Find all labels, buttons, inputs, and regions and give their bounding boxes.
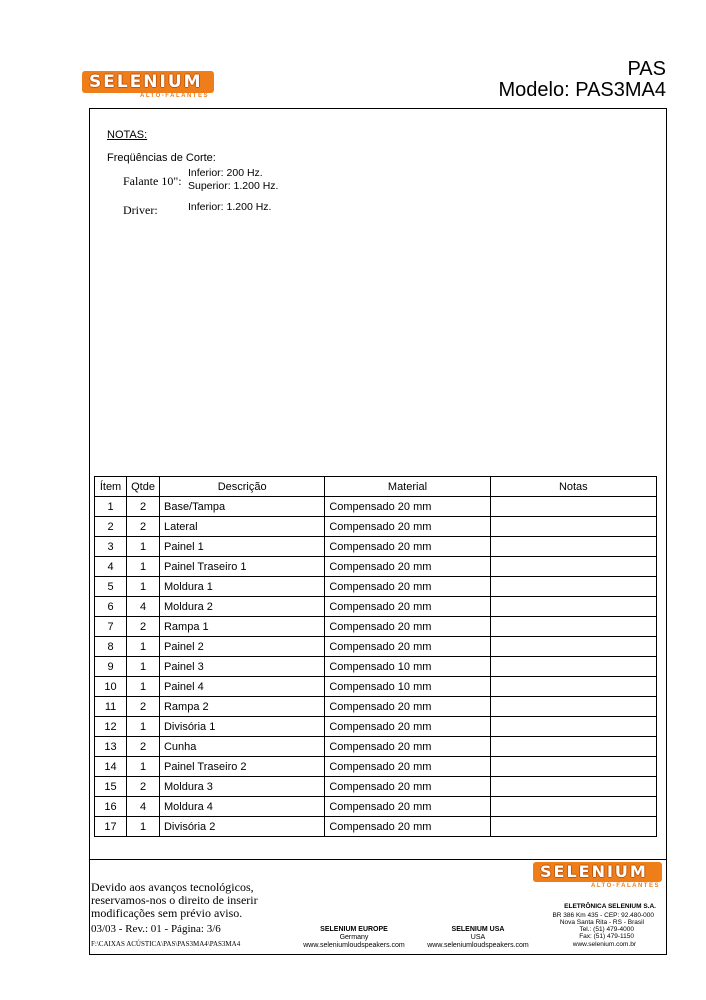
cell-description: Rampa 1 — [159, 617, 324, 637]
cell-description: Painel 4 — [159, 677, 324, 697]
cell-material: Compensado 20 mm — [325, 717, 490, 737]
disclaimer-line-1: Devido aos avanços tecnológicos, — [91, 880, 254, 894]
cell-qty: 1 — [127, 657, 160, 677]
file-path: F:\CAIXAS ACÚSTICA\PAS\PAS3MA4\PAS3MA4 — [91, 940, 241, 948]
europe-name: SELENIUM EUROPE — [320, 926, 388, 933]
cell-description: Painel 3 — [159, 657, 324, 677]
cell-description: Painel Traseiro 2 — [159, 757, 324, 777]
cell-material: Compensado 20 mm — [325, 817, 490, 837]
cell-material: Compensado 20 mm — [325, 737, 490, 757]
cell-material: Compensado 20 mm — [325, 757, 490, 777]
cell-notes — [490, 817, 656, 837]
cell-notes — [490, 637, 656, 657]
table-row — [95, 537, 657, 557]
footer-logo — [533, 862, 662, 882]
company-address-1: BR 386 Km 435 - CEP: 92.480-000 — [552, 912, 654, 919]
header-item: Ítem — [95, 477, 127, 497]
cell-item: 8 — [95, 637, 127, 657]
header-material: Material — [325, 477, 490, 497]
cell-material: Compensado 20 mm — [325, 637, 490, 657]
cell-notes — [490, 717, 656, 737]
cell-description: Rampa 2 — [159, 697, 324, 717]
cell-item: 11 — [95, 697, 127, 717]
table-row — [95, 817, 657, 837]
cell-notes — [490, 577, 656, 597]
cell-material: Compensado 20 mm — [325, 617, 490, 637]
parts-table — [94, 476, 657, 837]
header-qty: Qtde — [127, 477, 160, 497]
header-title: PAS — [627, 58, 666, 80]
company-name: ELETRÔNICA SELENIUM S.A. — [564, 903, 656, 910]
cell-notes — [490, 797, 656, 817]
cell-qty: 2 — [127, 497, 160, 517]
table-row — [95, 657, 657, 677]
cell-notes — [490, 657, 656, 677]
cell-material: Compensado 20 mm — [325, 497, 490, 517]
cell-description: Cunha — [159, 737, 324, 757]
cell-item: 17 — [95, 817, 127, 837]
table-row — [95, 517, 657, 537]
notes-title: NOTAS: — [107, 129, 148, 141]
cell-description: Divisória 1 — [159, 717, 324, 737]
table-row — [95, 677, 657, 697]
cell-description: Painel 2 — [159, 637, 324, 657]
table-row — [95, 717, 657, 737]
cell-item: 9 — [95, 657, 127, 677]
cell-notes — [490, 757, 656, 777]
cell-notes — [490, 517, 656, 537]
cell-item: 7 — [95, 617, 127, 637]
header-notes: Notas — [490, 477, 656, 497]
cell-item: 10 — [95, 677, 127, 697]
cell-notes — [490, 777, 656, 797]
cell-description: Divisória 2 — [159, 817, 324, 837]
cell-material: Compensado 10 mm — [325, 657, 490, 677]
speaker-upper-freq: Superior: 1.200 Hz. — [188, 180, 279, 192]
disclaimer-line-2: reservamos-nos o direito de inserir — [91, 893, 258, 907]
cell-notes — [490, 557, 656, 577]
cell-notes — [490, 617, 656, 637]
cell-material: Compensado 20 mm — [325, 777, 490, 797]
header-logo — [82, 71, 214, 93]
cell-description: Moldura 4 — [159, 797, 324, 817]
cell-description: Base/Tampa — [159, 497, 324, 517]
usa-country: USA — [470, 934, 486, 941]
cell-item: 3 — [95, 537, 127, 557]
europe-country: Germany — [339, 934, 369, 941]
cell-notes — [490, 497, 656, 517]
table-row — [95, 597, 657, 617]
table-row — [95, 737, 657, 757]
table-row — [95, 557, 657, 577]
cell-item: 4 — [95, 557, 127, 577]
cell-qty: 4 — [127, 597, 160, 617]
driver-lower-freq: Inferior: 1.200 Hz. — [188, 201, 272, 213]
cell-item: 14 — [95, 757, 127, 777]
cut-frequencies-label: Freqüências de Corte: — [107, 152, 216, 164]
speaker-label: Falante 10": — [123, 174, 182, 188]
cell-description: Moldura 2 — [159, 597, 324, 617]
cell-notes — [490, 697, 656, 717]
company-fax: Fax: (51) 479-1150 — [579, 933, 634, 940]
cell-item: 6 — [95, 597, 127, 617]
cell-description: Painel Traseiro 1 — [159, 557, 324, 577]
cell-description: Moldura 1 — [159, 577, 324, 597]
cell-qty: 1 — [127, 817, 160, 837]
cell-qty: 1 — [127, 757, 160, 777]
cell-notes — [490, 537, 656, 557]
header-logo-subtitle: ALTO-FALANTES — [140, 93, 209, 99]
disclaimer-line-3: modificações sem prévio aviso. — [91, 906, 243, 920]
usa-name: SELENIUM USA — [451, 926, 505, 933]
cell-description: Moldura 3 — [159, 777, 324, 797]
cell-qty: 2 — [127, 737, 160, 757]
cell-qty: 1 — [127, 677, 160, 697]
revision-info: 03/03 - Rev.: 01 - Página: 3/6 — [91, 923, 221, 935]
header-description: Descrição — [159, 477, 324, 497]
cell-description: Lateral — [159, 517, 324, 537]
header-logo-text: SELENIUM — [89, 72, 203, 92]
cell-item: 13 — [95, 737, 127, 757]
table-header-row — [95, 477, 657, 497]
cell-item: 5 — [95, 577, 127, 597]
footer-logo-subtitle: ALTO-FALANTES — [591, 883, 660, 889]
header-model: Modelo: PAS3MA4 — [498, 79, 666, 101]
company-tel: Tel.: (51) 479-4000 — [579, 926, 634, 933]
cell-material: Compensado 20 mm — [325, 517, 490, 537]
cell-notes — [490, 597, 656, 617]
cell-qty: 1 — [127, 537, 160, 557]
cell-material: Compensado 20 mm — [325, 577, 490, 597]
table-row — [95, 697, 657, 717]
cell-material: Compensado 20 mm — [325, 697, 490, 717]
usa-link[interactable]: www.seleniumloudspeakers.com — [427, 942, 529, 949]
cell-notes — [490, 737, 656, 757]
cell-material: Compensado 20 mm — [325, 537, 490, 557]
cell-qty: 2 — [127, 617, 160, 637]
cell-material: Compensado 20 mm — [325, 597, 490, 617]
driver-label: Driver: — [123, 203, 158, 217]
table-row — [95, 577, 657, 597]
cell-item: 2 — [95, 517, 127, 537]
cell-qty: 1 — [127, 577, 160, 597]
cell-item: 16 — [95, 797, 127, 817]
cell-material: Compensado 10 mm — [325, 677, 490, 697]
company-link[interactable]: www.selenium.com.br — [572, 941, 636, 948]
cell-description: Painel 1 — [159, 537, 324, 557]
cell-item: 1 — [95, 497, 127, 517]
cell-material: Compensado 20 mm — [325, 557, 490, 577]
table-row — [95, 497, 657, 517]
cell-material: Compensado 20 mm — [325, 797, 490, 817]
table-row — [95, 617, 657, 637]
europe-link[interactable]: www.seleniumloudspeakers.com — [303, 942, 405, 949]
cell-qty: 1 — [127, 637, 160, 657]
cell-notes — [490, 677, 656, 697]
cell-qty: 4 — [127, 797, 160, 817]
table-row — [95, 797, 657, 817]
cell-item: 12 — [95, 717, 127, 737]
footer-logo-text: SELENIUM — [540, 862, 648, 881]
table-row — [95, 777, 657, 797]
company-address-2: Nova Santa Rita - RS - Brasil — [559, 919, 644, 926]
cell-qty: 2 — [127, 777, 160, 797]
table-row — [95, 757, 657, 777]
cell-item: 15 — [95, 777, 127, 797]
table-row — [95, 637, 657, 657]
cell-qty: 1 — [127, 557, 160, 577]
cell-qty: 1 — [127, 717, 160, 737]
speaker-lower-freq: Inferior: 200 Hz. — [188, 167, 263, 179]
cell-qty: 2 — [127, 697, 160, 717]
cell-qty: 2 — [127, 517, 160, 537]
